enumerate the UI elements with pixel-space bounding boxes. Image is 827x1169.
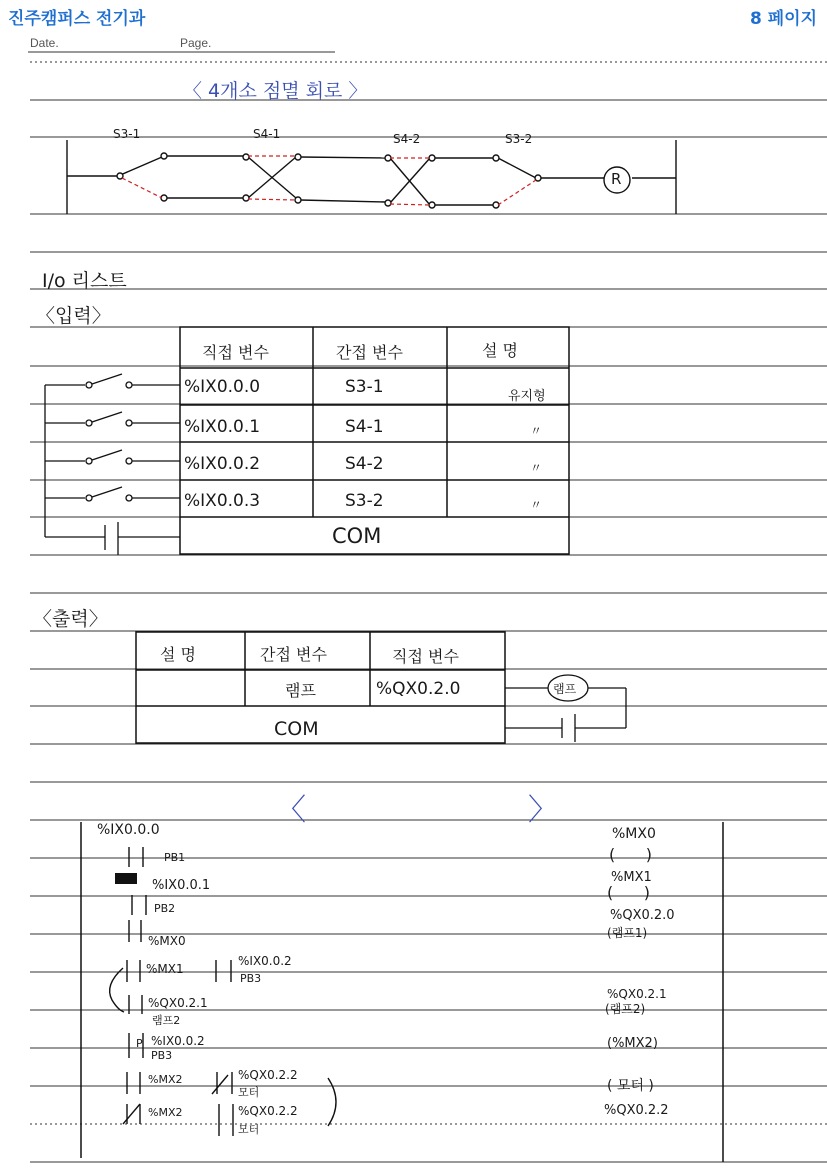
r7-contact-2-name: 모터 bbox=[238, 1123, 260, 1136]
switch-label-4: S3-2 bbox=[505, 132, 533, 146]
r6-contact-2-name: 모터 bbox=[238, 1086, 260, 1099]
ladder-title-left: 〈 bbox=[276, 793, 306, 828]
r7-coil-label: %QX0.2.2 bbox=[604, 1103, 669, 1118]
ladder-contacts bbox=[110, 847, 336, 1136]
switch-label-3: S4-2 bbox=[393, 132, 421, 146]
input-row-4-indirect: S3-2 bbox=[345, 491, 384, 511]
output-com-label: COM bbox=[274, 718, 319, 740]
r1-coil-label: %MX0 bbox=[612, 826, 656, 842]
io-list-title: I/o 리스트 bbox=[42, 270, 127, 292]
page-number: 8 페이지 bbox=[749, 9, 817, 29]
r3-coil-name-text: 램프1 bbox=[611, 926, 643, 940]
r5-address: %IX0.0.2 bbox=[151, 1034, 205, 1048]
r6-contact-1: %MX2 bbox=[148, 1073, 183, 1086]
input-com-label: COM bbox=[332, 524, 382, 548]
r2-address: %IX0.0.1 bbox=[152, 878, 211, 893]
input-row-4-desc: 〃 bbox=[530, 498, 543, 512]
r4-coil-name-text: 램프2 bbox=[609, 1002, 641, 1016]
r7-contact-1: %MX2 bbox=[148, 1106, 183, 1119]
r1-coil: ( ) bbox=[609, 845, 652, 864]
r4-coil-name: (램프2) bbox=[605, 1002, 646, 1016]
switch-label-2: S4-1 bbox=[253, 127, 281, 141]
output-title: 〈출력〉 bbox=[33, 608, 108, 630]
r2-coil-label: %MX1 bbox=[611, 870, 652, 885]
r5-coil-text: %MX2 bbox=[612, 1036, 653, 1051]
input-header-desc: 설 명 bbox=[482, 341, 518, 360]
input-row-3-direct: %IX0.0.2 bbox=[184, 454, 261, 474]
lamp-label: R bbox=[611, 170, 622, 188]
r5-name: PB3 bbox=[151, 1049, 173, 1062]
output-header-desc: 설 명 bbox=[160, 645, 196, 664]
r3-coil-label: %QX0.2.0 bbox=[610, 908, 675, 923]
r6-coil: ( 모터 ) bbox=[607, 1078, 654, 1094]
input-row-4-direct: %IX0.0.3 bbox=[184, 491, 261, 511]
document-title: 진주캠퍼스 전기과 bbox=[8, 9, 146, 29]
r4-coil-label: %QX0.2.1 bbox=[607, 987, 667, 1001]
r5-p-contact: P bbox=[136, 1037, 143, 1050]
input-row-1-indirect: S3-1 bbox=[345, 377, 384, 397]
input-wiring bbox=[45, 374, 180, 555]
r4-contact-2-name: PB3 bbox=[240, 972, 262, 985]
r3-contact-label: %MX0 bbox=[148, 934, 186, 948]
r3-coil-name: (램프1) bbox=[607, 926, 648, 940]
page-label: Page. bbox=[180, 36, 212, 50]
input-row-1-direct: %IX0.0.0 bbox=[184, 377, 261, 397]
input-row-2-desc: 〃 bbox=[530, 424, 543, 438]
switching-circuit bbox=[67, 140, 676, 214]
r4-contact-2: %IX0.0.2 bbox=[238, 954, 292, 968]
input-row-2-indirect: S4-1 bbox=[345, 417, 384, 437]
r5-coil: (%MX2) bbox=[607, 1036, 658, 1051]
output-row-direct: %QX0.2.0 bbox=[376, 679, 461, 699]
input-header-indirect: 간접 변수 bbox=[336, 343, 403, 362]
output-row-indirect: 램프 bbox=[285, 681, 316, 700]
input-row-1-desc: 유지형 bbox=[508, 389, 546, 404]
r2-coil: ( ) bbox=[607, 883, 650, 902]
r2-name: PB2 bbox=[154, 902, 176, 915]
input-row-3-desc: 〃 bbox=[530, 461, 543, 475]
output-lamp-label: 램프 bbox=[553, 682, 577, 696]
switch-label-1: S3-1 bbox=[113, 127, 141, 141]
circuit-title: 〈 4개소 점멸 회로 〉 bbox=[183, 80, 368, 102]
r6-coil-text: 모터 bbox=[616, 1078, 644, 1094]
input-row-3-indirect: S4-2 bbox=[345, 454, 384, 474]
r4-contact-1: %MX1 bbox=[146, 962, 184, 976]
r4-branch-contact: %QX0.2.1 bbox=[148, 996, 208, 1010]
output-header-direct: 직접 변수 bbox=[392, 647, 459, 666]
r1-name: PB1 bbox=[164, 851, 186, 864]
ladder-title-right: 〉 bbox=[528, 793, 558, 828]
date-label: Date. bbox=[30, 36, 59, 50]
r1-address: %IX0.0.0 bbox=[97, 822, 160, 838]
scribble-mark bbox=[115, 873, 137, 884]
input-title: 〈입력〉 bbox=[36, 305, 111, 327]
r6-contact-2: %QX0.2.2 bbox=[238, 1068, 298, 1082]
input-header-direct: 직접 변수 bbox=[202, 343, 269, 362]
input-row-2-direct: %IX0.0.1 bbox=[184, 417, 261, 437]
r4-branch-name: 램프2 bbox=[152, 1014, 181, 1027]
r7-contact-2: %QX0.2.2 bbox=[238, 1104, 298, 1118]
output-header-indirect: 간접 변수 bbox=[260, 645, 327, 664]
